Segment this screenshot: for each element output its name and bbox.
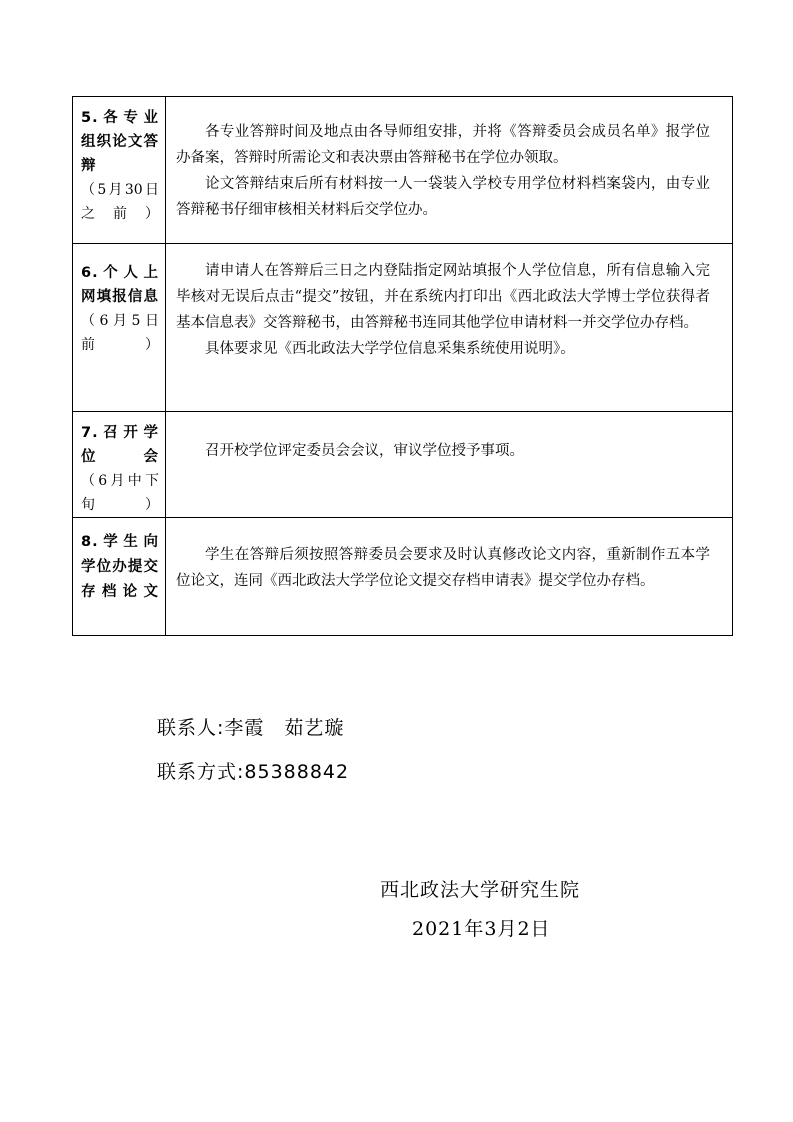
signature-org: 西北政法大学研究生院	[380, 879, 581, 901]
step-deadline: （6月5日前）	[81, 313, 159, 353]
step-content-cell	[166, 244, 733, 412]
step-title: 6.个人上网填报信息	[81, 265, 159, 305]
table-row	[73, 412, 733, 518]
step-title: 7.召开学位会	[81, 425, 159, 465]
schedule-table	[72, 96, 733, 636]
step-title: 5.各专业组织论文答辩	[81, 110, 159, 174]
step-content-cell	[166, 97, 733, 244]
step-label-cell	[73, 518, 166, 636]
step-paragraph: 请申请人在答辩后三日之内登陆指定网站填报个人学位信息，所有信息输入完毕核对无误后点击“提交”按钮，并在系统内打印出《西北政法大学博士学位获得者基本信息表》交答辩秘书，由答辩秘书连同其他学位申请材料一并交学位办存档。	[176, 263, 710, 331]
step-label-cell	[73, 412, 166, 518]
step-paragraph: 召开校学位评定委员会会议，审议学位授予事项。	[205, 443, 524, 459]
step-content-cell	[166, 518, 733, 636]
table-row	[73, 244, 733, 412]
step-paragraph: 具体要求见《西北政法大学学位信息采集系统使用说明》。	[205, 341, 575, 357]
step-paragraph: 各专业答辩时间及地点由各导师组安排，并将《答辩委员会成员名单》报学位办备案，答辩时所需论文和表决票由答辩秘书在学位办领取。	[176, 124, 710, 166]
step-deadline: （6月中下旬）	[81, 473, 159, 513]
signature-date: 2021年3月2日	[412, 918, 551, 940]
step-label-cell	[73, 97, 166, 244]
step-title: 8.学生向学位办提交存档论文	[81, 534, 159, 600]
contact-person: 联系人:李霞 茹艺璇	[157, 717, 345, 739]
table-row	[73, 518, 733, 636]
step-deadline: （5月30日之前）	[81, 182, 159, 222]
contact-phone: 联系方式:85388842	[157, 761, 350, 783]
step-label-cell	[73, 244, 166, 412]
table-row	[73, 97, 733, 244]
step-paragraph: 论文答辩结束后所有材料按一人一袋装入学校专用学位材料档案袋内，由专业答辩秘书仔细审核相关材料后交学位办。	[176, 176, 710, 218]
step-paragraph: 学生在答辩后须按照答辩委员会要求及时认真修改论文内容，重新制作五本学位论文，连同《西北政法大学学位论文提交存档申请表》提交学位办存档。	[176, 547, 710, 589]
step-content-cell	[166, 412, 733, 518]
